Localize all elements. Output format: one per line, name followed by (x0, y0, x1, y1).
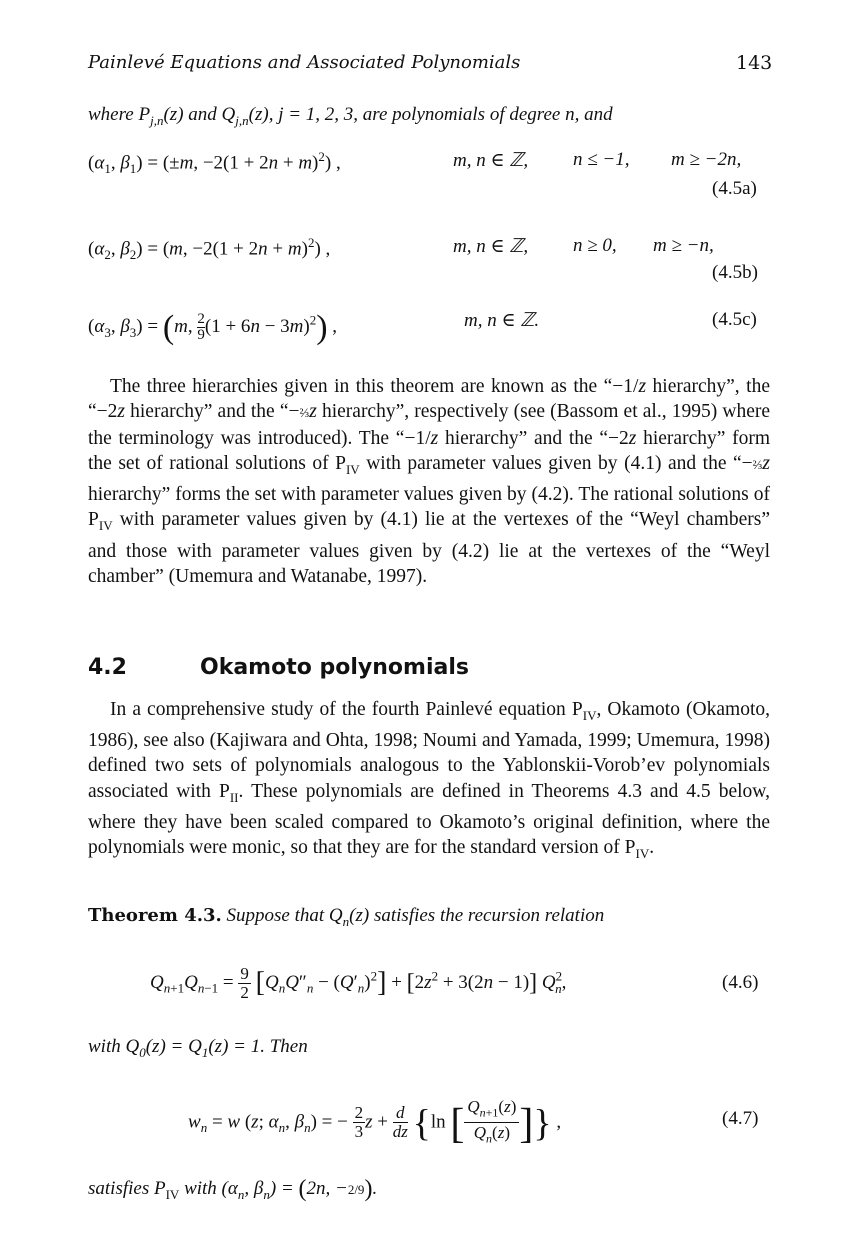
equation-4-5b: ($\alpha_2$, $\beta_2) = (m$, $-2(1 + 2n + m)^2$) , (88, 235, 331, 263)
theorem-statement: Suppose that $Q_n(z)$ satisfies the recursion relation (226, 905, 605, 929)
paragraph-okamoto (88, 697, 770, 866)
section-number: 4.2 (88, 655, 127, 680)
section-title: Okamoto polynomials (200, 655, 469, 680)
paragraph-hierarchies-text: The three hierarchies given in this theorem are known as the “−1/z hierarchy”, the “−2z hierarchy” and the “−⅔z hierarchy”, respectively (see (Bassom et al., 1995) where the terminology was introduced). The “−1/z hierarchy” and the “−2z hierarchy” form the set of rational solutions of $P_{IV}$ with parameter values given by (4.1) and the “−⅔z hierarchy” forms the set with parameter values given by (4.2). The rational solutions of $P_{IV}$ with parameter values given by (4.1) lie at the vertexes of the “Weyl chambers” and those with parameter values given by (4.2) lie at the vertexes of the “Weyl chamber” (Umemura and Watanabe, 1997). (88, 376, 771, 587)
equation-4-5a: ($\alpha_1$, $\beta_1) = (\pm m$, $-2(1 + 2n + m)^2$) , (88, 149, 341, 177)
intro-line (88, 104, 613, 129)
intro-line-text: where $P_{j,n}(z)$ and $Q_{j,n}(z)$, j = 1, 2, 3, are polynomials of degree n, and (88, 104, 613, 128)
theorem-label: Theorem 4.3. (88, 905, 222, 926)
eq-4-6-label: (4.6) (722, 972, 759, 993)
running-title: Painlevé Equations and Associated Polynomials (88, 52, 521, 73)
eq-4-7-label: (4.7) (722, 1108, 759, 1129)
page-number: 143 (736, 52, 773, 74)
final-line: satisfies $P_{IV}$ with ($\alpha_n$, $\beta_n) = (2n$, −2/9). (88, 1176, 378, 1202)
eq-4-5c-cond1: m, n ∈ ℤ. (464, 310, 540, 331)
eq-4-5b-cond3: m ≥ −n, (653, 235, 714, 256)
theorem-4-3 (88, 905, 604, 930)
eq-4-5b-cond1: m, n ∈ ℤ, (453, 236, 529, 257)
eq-4-5a-cond2: n ≤ −1, (573, 149, 630, 170)
eq-4-5b-cond2: n ≥ 0, (573, 235, 617, 256)
section-heading (88, 655, 469, 680)
equation-4-5c: ($\alpha_3$, $\beta_3) = (m$, $\frac{2}{9}$ $(1 + 6n - 3m)^2$) , (88, 309, 338, 346)
paragraph-okamoto-text: In a comprehensive study of the fourth Painlevé equation $P_{IV}$, Okamoto (Okamoto, 1986), see also (Kajiwara and Ohta, 1998; Noumi and Yamada, 1999; Umemura, 1998) defined two sets of polynomials analogous to the Yablonskii-Vorob’ev polynomials associated with $P_{II}$. These polynomials are defined in Theorems 4.3 and 4.5 below, where they have been scaled compared to Okamoto’s original definition, where the polynomials were monic, so that they are for the standard version of $P_{IV}$. (88, 699, 770, 862)
equation-4-7: $w_n = w$ (z; $\alpha_n$, $\beta_n$) = − $\frac{2}{3}$ z + $\frac{d}{dz}$ {ln [ $\frac{Q_{n+1}(z)}{Q_n(z)}$ ]} , (188, 1097, 562, 1148)
eq-4-5c-label: (4.5c) (712, 309, 757, 330)
eq-4-5a-cond3: m ≥ −2n, (671, 149, 742, 170)
eq-4-5a-label: (4.5a) (712, 178, 757, 199)
eq-4-5b-label: (4.5b) (712, 262, 758, 283)
with-line: with $Q_0(z) = Q_1(z) = 1$. Then (88, 1036, 308, 1060)
paragraph-hierarchies (88, 374, 770, 589)
eq-4-5a-cond1: m, n ∈ ℤ, (453, 150, 529, 171)
equation-4-6: $Q_{n+1}Q_{n-1}$ = $\frac{9}{2}$ $[Q_nQ''_n - (Q'_n)^2] + [2z^2 + 3(2n - 1)]$ $Q^2_n$, (150, 964, 567, 1002)
